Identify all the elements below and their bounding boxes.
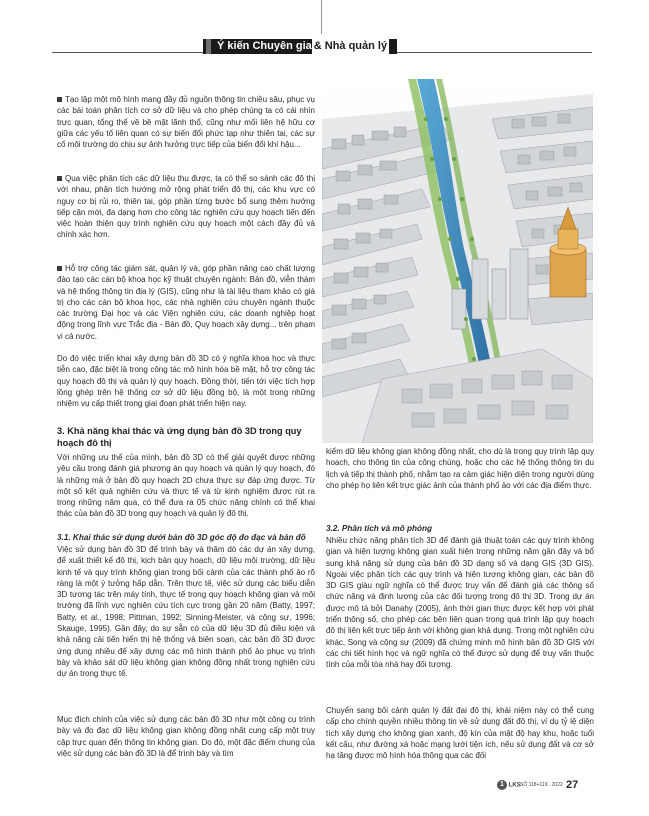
right-paragraph-1: kiếm dữ liệu không gian không đồng nhất, cho dù là trong quy trình lập quy hoạch, cho thông tin của công chúng, hoặc cho các hệ thống thông tin du lịch và tiếp thị thành phố, nhằm tạo ra cảm giác hiện diện trong người dùng cho phép họ liên kết trực giác ảnh của thành phố ảo với các địa điểm thực. — [326, 447, 594, 490]
square-bullet-icon — [57, 176, 62, 181]
heading-section-3: 3. Khả năng khai thác và ứng dụng bản đồ 3D trong quy hoạch đô thị — [57, 426, 302, 448]
section-banner — [203, 39, 397, 54]
header-rule-left — [52, 52, 204, 53]
bullet-paragraph-3: Hỗ trợ công tác giám sát, quản lý và, góp phần nâng cao chất lượng đào tạo các cán bộ khoa học kỹ thuật chuyên ngành: Bản đồ, viễn thám và hệ thống thông tin địa lý (GIS), cũng như là tài liệu tham khảo có giá trị cho các cán bộ khoa học, các nhà nghiên cứu chuyên ngành thuộc các trường Đại học và các Viện nghiên cứu, các doanh nghiệp hoạt động trong lĩnh vực Trắc địa - Bản đồ, Quy hoạch xây dựng... trên phạm vi cả nước. — [57, 264, 315, 341]
banner-accent — [206, 39, 211, 54]
page-number: 27 — [566, 779, 579, 791]
paragraph-5: Với những ưu thế của mình, bản đồ 3D có thể giải quyết được những yêu cầu trong đánh giá phương án quy hoạch và quản lý quy hoạch, đó là những mà ở bản đồ quy hoạch 2D chưa thực sự đáp ứng được. Từ một số kết quả nghiên cứu và thực tế và từ kinh nghiệm được rút ra trong những năm qua, có thể đưa ra 05 chức năng chính có thể khai thác của bản đồ 3D trong quy hoạch và quản lý đô thị. — [57, 453, 315, 519]
bullet-paragraph-2: Qua việc phân tích các dữ liệu thu được, ta có thể so sánh các đô thị với nhau, phân tích hướng mở rộng phát triển đô thị, các khu vực có nguy cơ bị rủi ro, thiên tai, góp phần từng bước bổ sung thêm hướng tiếp cận mới, đa dạng hơn cho công tác nghiên cứu quy hoạch tiến đến việc hoàn thiện quy trình nghiên cứu quy hoạch một cách đầy đủ và chính xác hơn. — [57, 174, 315, 240]
heading-3-2: 3.2. Phân tích và mô phỏng — [326, 524, 432, 533]
3d-city-model-image — [322, 79, 593, 443]
right-paragraph-2: Nhiều chức năng phân tích 3D để đánh giá thuật toán các quy trình không gian và hiện tượng không gian xuất hiện trong những năm gần đây và bổ sung khả năng sử dụng của bản đồ 3D dạng số và dạng GIS (3D GIS). Ngoài việc phân tích các quy trình và hiện tượng không gian, các bản đồ 3D GIS giàu ngữ nghĩa có thể được truy vấn để đánh giá các thông số chức năng và định lượng của các đối tượng trong đô thị 3D. Trong dự án được mô tả bởi Danahy (2005), ảnh thời gian thực được kết hợp với phát triển thông số, cho phép các bên liên quan trong quá trình lập quy hoạch đô thị liên kết trực tiếp ảnh với không gian khả dụng. Trong một nghiên cứu khác, Song và cộng sự (2009) đã chứng minh mô hình bản đồ 3D GIS với các chi tiết hình học và ngữ nghĩa có thể được sử dụng để truy vấn thuộc tính của mỗi tòa nhà hay đối tượng. — [326, 536, 594, 670]
section-title-a: Ý kiến Chuyên gia — [217, 40, 312, 52]
paragraph-6: Việc sử dụng bản đồ 3D để trình bày và thăm dò các dự án xây dựng, để xuất thiết kế đô thị, kịch bản quy hoạch, dữ liệu môi trường, dữ liệu kinh tế và quy trình không gian trong bối cảnh của các thành phố ảo rõ ràng là một ý tưởng hấp dẫn. Trên thực tế, việc sử dụng các biểu diễn 3D tương tác trên máy tính, thực tế trong quy hoạch không gian và môi trường đã lĩnh vực nghiên cứu tích cực trong gần 20 năm (Batty, 1997; Batty, et al., 1998; Pittman, 1992; Sinning-Meister, và cộng sự, 1996; Skauge, 1995). Gần đây, do sự sẵn có của dữ liệu 3D đủ điều kiện và khả năng cải tiến hiển thị hệ thống và biên soạn, các bản đồ 3D được ứng dụng nhiều để xây dựng các mô hình thành phố ảo phục vụ trình bày và khảo sát dữ liệu không gian không đồng nhất trong nghiên cứu dự án trong thực tế. — [57, 545, 315, 679]
header-vline — [321, 0, 322, 34]
magazine-logo: 1 LKS — [497, 780, 521, 790]
heading-3-1: 3.1. Khai thác sử dụng dưới bản đồ 3D góc độ đo đạc và bản đồ — [57, 533, 306, 542]
square-bullet-icon — [57, 97, 62, 102]
section-title-b: & Nhà quản lý — [313, 40, 388, 52]
right-paragraph-3: Chuyển sang bối cảnh quản lý đất đai đô thị, khái niệm này có thể cung cấp cho chính quyền nhiều thông tin về sử dụng đất đô thị, ví dụ tỷ lệ diện tích xây dựng cho không gian xanh, độ kín của mật độ hay khu, hoặc tuổi kết cấu, như đường xá hoặc mạng lưới tiện ích, nếu sử dụng đất và cơ sở hạ tầng được mô hình hóa thông qua các đối — [326, 706, 594, 761]
bullet-paragraph-1: Tạo lập một mô hình mang đầy đủ nguồn thông tin chiều sâu, phục vụ các bài toán phân tích cơ sở dữ liệu và cho phép chúng ta có cái nhìn trực quan, tổng thể về bề mặt lãnh thổ, cũng như mối liên hệ hữu cơ giữa các yếu tố liên quan có sự biến đổi phức tạp như thiên tai, các sự cố môi trường do chịu sự ảnh hưởng trực tiếp của biến đổi khí hậu... — [57, 95, 315, 150]
square-bullet-icon — [57, 266, 62, 271]
header-rule-right — [392, 52, 592, 53]
paragraph-4: Do đó việc triển khai xây dựng bản đồ 3D có ý nghĩa khoa học và thực tiễn cao, đặc biệt là trong công tác mô hình hóa bề mặt, hỗ trợ công tác quy hoạch đô thị và quản lý quy hoạch. Đồng thời, tiến tới việc tích hợp lồng ghép trên hệ thống cơ sở dữ liệu đồng bộ, là một trong những nhiệm vụ cấp thiết trong giai đoạn phát triển hiện nay. — [57, 354, 315, 409]
paragraph-7: Mục đích chính của việc sử dụng các bản đồ 3D như một công cụ trình bày và đo đạc dữ liệu không gian không đồng nhất cung cấp một truy cập trực quan đến thông tin không gian. Do đó, một đặc điểm chung của việc sử dụng các bản đồ 3D là để trình bày và tìm — [57, 715, 315, 758]
issue-number: SỐ 118+119 . 2022 — [520, 782, 563, 788]
logo-circle-icon: 1 — [497, 780, 507, 790]
